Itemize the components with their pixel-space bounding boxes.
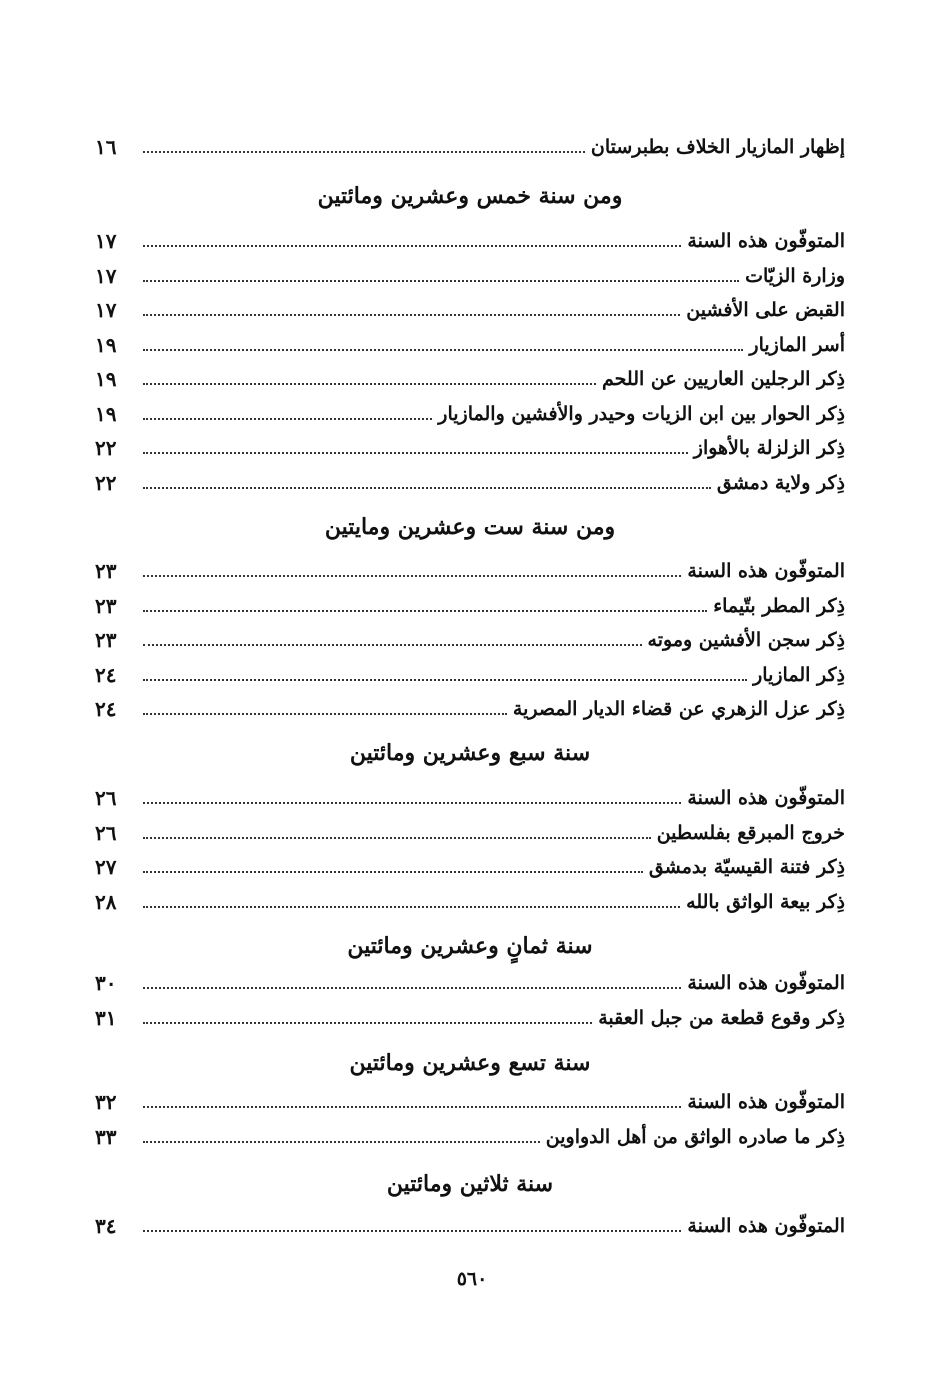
- toc-entry: [95, 964, 845, 998]
- toc-entry: [95, 429, 845, 463]
- toc-entry: [95, 257, 845, 291]
- toc-entry: [95, 1118, 845, 1152]
- dot-leader: [143, 1230, 681, 1232]
- toc-entry: [95, 291, 845, 325]
- entry-page-number: ١٦: [95, 135, 117, 159]
- dot-leader: [143, 1022, 592, 1024]
- entry-title: ذِكر فتنة القيسيّة بدمشق: [648, 856, 845, 878]
- entry-title: المتوفّون هذه السنة: [687, 1091, 845, 1113]
- section-heading: سنة ثمانٍ وعشرين ومائتين: [347, 933, 593, 959]
- dot-leader: [143, 802, 681, 804]
- toc-entry: [95, 656, 845, 690]
- dot-leader: [143, 418, 432, 420]
- entry-page-number: ٢٨: [95, 890, 117, 914]
- dot-leader: [143, 1141, 540, 1143]
- dot-leader: [143, 245, 681, 247]
- entry-title: ذِكر المطر بتّيماء: [713, 595, 845, 617]
- entry-title: أسر المازيار: [749, 334, 845, 356]
- dot-leader: [143, 575, 681, 577]
- entry-title: ذِكر سجن الأفشين وموته: [647, 629, 845, 651]
- section-heading: سنة سبع وعشرين ومائتين: [349, 740, 591, 766]
- entry-title: ذِكر ولاية دمشق: [716, 472, 845, 494]
- section-heading: ومن سنة ست وعشرين ومايتين: [324, 514, 616, 540]
- entry-title: ذِكر الزلزلة بالأهواز: [693, 437, 845, 459]
- toc-entry: [95, 621, 845, 655]
- entry-title: ذِكر وقوع قطعة من جبل العقبة: [598, 1007, 845, 1029]
- toc-entry: [95, 848, 845, 882]
- page-number: ٥٦٠: [456, 1268, 488, 1290]
- dot-leader: [143, 837, 651, 839]
- entry-page-number: ٣١: [95, 1006, 117, 1030]
- entry-title: المتوفّون هذه السنة: [687, 1215, 845, 1237]
- dot-leader: [143, 906, 680, 908]
- entry-title: ذِكر الرجلين العاريين عن اللحم: [602, 368, 845, 390]
- dot-leader: [143, 280, 739, 282]
- entry-page-number: ١٧: [95, 229, 117, 253]
- dot-leader: [143, 713, 507, 715]
- dot-leader: [143, 487, 711, 489]
- dot-leader: [143, 151, 585, 153]
- dot-leader: [143, 1106, 681, 1108]
- entry-title: خروج المبرقع بفلسطين: [656, 822, 845, 844]
- entry-title: إظهار المازيار الخلاف بطبرستان: [590, 136, 845, 158]
- entry-page-number: ٢٣: [95, 628, 117, 652]
- entry-page-number: ٢٦: [95, 786, 117, 810]
- toc-entry: [95, 883, 845, 917]
- toc-entry: [95, 464, 845, 498]
- dot-leader: [143, 452, 688, 454]
- entry-page-number: ٣٤: [95, 1214, 117, 1238]
- toc-entry: [95, 552, 845, 586]
- entry-title: المتوفّون هذه السنة: [687, 560, 845, 582]
- toc-entry: [95, 360, 845, 394]
- entry-title: ذِكر بيعة الواثق بالله: [686, 891, 845, 913]
- entry-page-number: ٢٣: [95, 594, 117, 618]
- entry-page-number: ١٩: [95, 402, 117, 426]
- entry-page-number: ٣٢: [95, 1090, 117, 1114]
- entry-page-number: ١٧: [95, 298, 117, 322]
- entry-title: ذِكر المازيار: [753, 664, 845, 686]
- entry-page-number: ٢٤: [95, 697, 117, 721]
- entry-page-number: ١٩: [95, 333, 117, 357]
- entry-page-number: ١٧: [95, 264, 117, 288]
- toc-entry: [95, 222, 845, 256]
- toc-entry: [95, 128, 845, 162]
- dot-leader: [143, 644, 642, 646]
- toc-entry: [95, 1207, 845, 1241]
- entry-title: وزارة الزيّات: [745, 265, 845, 287]
- toc-entry: [95, 999, 845, 1033]
- dot-leader: [143, 610, 707, 612]
- entry-title: ذِكر عزل الزهري عن قضاء الديار المصرية: [512, 698, 845, 720]
- toc-entry: [95, 814, 845, 848]
- entry-title: ذِكر الحوار بين ابن الزيات وحيدر والأفشين والمازيار: [438, 403, 845, 425]
- dot-leader: [143, 383, 596, 385]
- toc-entry: [95, 326, 845, 360]
- entry-page-number: ٢٢: [95, 436, 117, 460]
- entry-page-number: ٢٤: [95, 663, 117, 687]
- section-heading: سنة ثلاثين ومائتين: [386, 1171, 554, 1197]
- toc-entry: [95, 779, 845, 813]
- entry-page-number: ٢٧: [95, 855, 117, 879]
- entry-title: المتوفّون هذه السنة: [687, 972, 845, 994]
- entry-title: القبض على الأفشين: [686, 299, 845, 321]
- toc-entry: [95, 395, 845, 429]
- entry-page-number: ٣٣: [95, 1125, 117, 1149]
- dot-leader: [143, 871, 643, 873]
- entry-title: المتوفّون هذه السنة: [687, 230, 845, 252]
- dot-leader: [143, 314, 680, 316]
- entry-title: المتوفّون هذه السنة: [687, 787, 845, 809]
- dot-leader: [143, 987, 681, 989]
- dot-leader: [143, 679, 747, 681]
- dot-leader: [143, 349, 743, 351]
- entry-page-number: ٣٠: [95, 971, 117, 995]
- entry-page-number: ١٩: [95, 367, 117, 391]
- toc-entry: [95, 690, 845, 724]
- section-heading: ومن سنة خمس وعشرين ومائتين: [317, 183, 623, 209]
- toc-entry: [95, 1083, 845, 1117]
- toc-entry: [95, 587, 845, 621]
- entry-page-number: ٢٢: [95, 471, 117, 495]
- section-heading: سنة تسع وعشرين ومائتين: [349, 1050, 591, 1076]
- entry-page-number: ٢٣: [95, 559, 117, 583]
- entry-page-number: ٢٦: [95, 821, 117, 845]
- entry-title: ذِكر ما صادره الواثق من أهل الدواوين: [545, 1126, 845, 1148]
